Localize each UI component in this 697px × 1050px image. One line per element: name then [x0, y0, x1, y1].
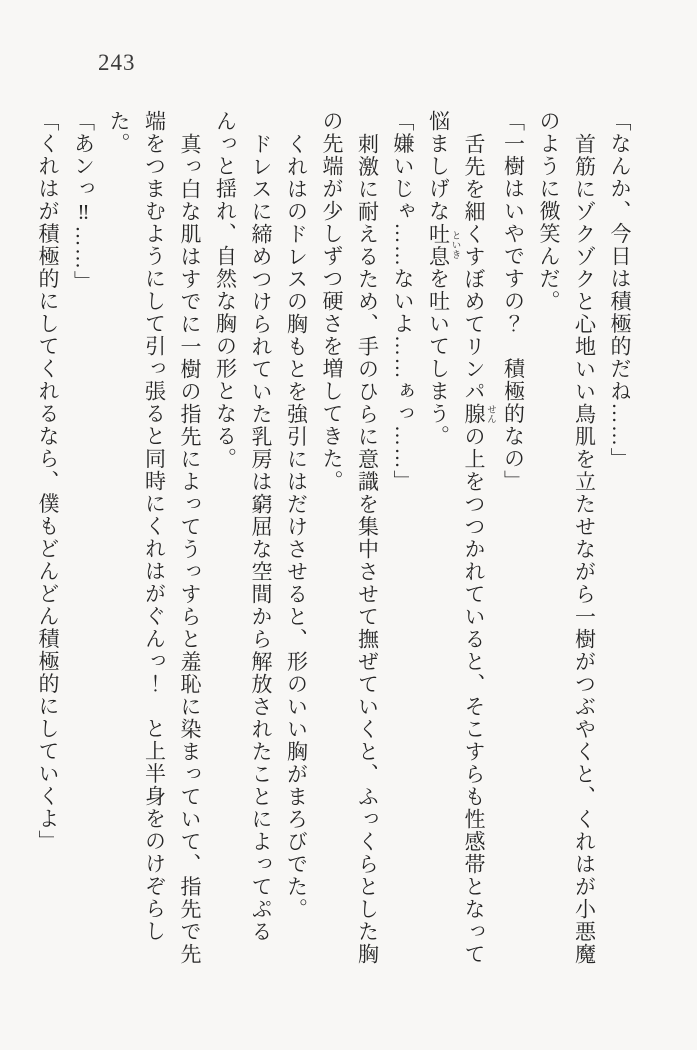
ruby-annotated-word: 腺 せん	[462, 403, 495, 426]
paragraph-5-dialogue: 「嫌いじゃ……ないよ……ぁっ……」	[391, 110, 415, 493]
paragraph-10-dialogue: 「あンっ‼……」	[71, 110, 96, 293]
paragraph-3-dialogue: 「一樹はいやですの？ 積極的なの」	[501, 110, 526, 493]
paragraph-2-narration: 首筋にゾクゾクと心地いい鳥肌を立たせながら一樹がつぶやくと、くれはが小悪魔のように微笑んだ。	[537, 110, 597, 966]
paragraph-9-narration: 真っ白な肌はすでに一樹の指先によってうっすらと羞恥に染まっていて、指先で先端をつまむようにして引っ張ると同時にくれはがぐんっ！ と上半身をのけぞらした。	[107, 110, 202, 966]
paragraph-4-narration: 舌先を細くすぼめてリンパ腺 せんの上をつつかれていると、そこすらも性感帯となって悩ましげな吐息 といきを吐いてしまう。	[426, 110, 495, 966]
paragraph-7-narration: くれはのドレスの胸もとを強引にはだけさせると、形のいい胸がまろびでた。	[284, 133, 309, 921]
paragraph-6-narration: 刺激に耐えるため、手のひらに意識を集中させて撫ぜていくと、ふっくらとした胸の先端が少しずつ硬さを増してきた。	[320, 110, 380, 966]
paragraph-11-dialogue: 「くれはが積極的にしてくれるなら、僕もどんどん積極的にしていくよ」	[36, 110, 60, 853]
page-number: 243	[98, 50, 136, 75]
paragraph-1-dialogue: 「なんか、今日は積極的だね……」	[608, 110, 632, 470]
vertical-text-block	[30, 110, 638, 968]
ruby-annotated-word: 吐息 といき	[426, 222, 460, 268]
paragraph-8-narration: ドレスに締めつけられていた乳房は窮屈な空間から解放されたことによってぷるんっと揺れ、自然な胸の形となる。	[213, 110, 273, 943]
